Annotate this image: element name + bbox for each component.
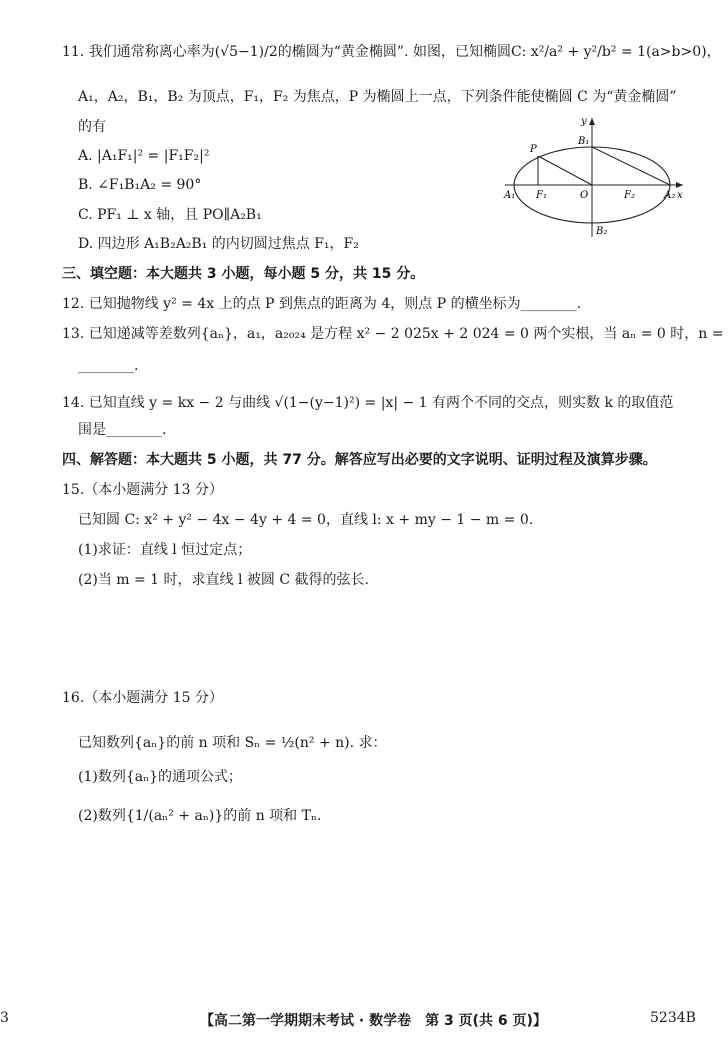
label-b2: B₂ xyxy=(596,226,608,237)
label-y: y xyxy=(581,116,587,127)
q11-option-b: B. ∠F₁B₁A₂ = 90° xyxy=(78,177,202,193)
q15-part2: (2)当 m = 1 时，求直线 l 被圆 C 截得的弦长. xyxy=(78,572,369,588)
q15-part1: (1)求证：直线 l 恒过定点； xyxy=(78,542,252,558)
section4-heading: 四、解答题：本大题共 5 小题，共 77 分。解答应写出必要的文字说明、证明过程及演算步骤。 xyxy=(62,452,657,468)
label-x: x xyxy=(677,190,683,201)
segment-a2b1 xyxy=(592,147,670,185)
label-a1: A₁ xyxy=(504,190,516,201)
q15-stem: 已知圆 C: x² + y² − 4x − 4y + 4 = 0，直线 l: x + my − 1 − m = 0. xyxy=(78,512,534,528)
q11-option-c: C. PF₁ ⊥ x 轴，且 PO∥A₂B₁ xyxy=(78,207,262,223)
q15-head: 15.（本小题满分 13 分） xyxy=(62,482,223,498)
q11-option-a: A. |A₁F₁|² = |F₁F₂|² xyxy=(78,148,210,164)
q14-line2: 围是________. xyxy=(78,422,167,438)
section3-heading: 三、填空题：本大题共 3 小题，每小题 5 分，共 15 分。 xyxy=(62,266,425,282)
q14-line1: 14. 已知直线 y = kx − 2 与曲线 √(1−(y−1)²) = |x| − 1 有两个不同的交点，则实数 k 的取值范 xyxy=(62,395,674,411)
footer-title: 【高二第一学期期末考试 · 数学卷 第 3 页(共 6 页)】 xyxy=(200,1013,547,1029)
label-f2: F₂ xyxy=(624,190,635,201)
q11-line3: 的有 xyxy=(78,119,106,135)
q13-line2: ________. xyxy=(78,358,139,374)
footer-page-fragment: 3 xyxy=(0,1010,9,1026)
q16-part1: (1)数列{aₙ}的通项公式； xyxy=(78,769,243,785)
q16-part2: (2)数列{1/(aₙ² + aₙ)}的前 n 项和 Tₙ. xyxy=(78,808,322,824)
q11-line2: A₁，A₂，B₁，B₂ 为顶点，F₁，F₂ 为焦点，P 为椭圆上一点，下列条件能使椭圆 C 为“黄金椭圆” xyxy=(78,89,677,105)
q13-line1: 13. 已知递减等差数列{aₙ}，a₁，a₂₀₂₄ 是方程 x² − 2 025x + 2 024 = 0 两个实根，当 aₙ = 0 时，n = xyxy=(62,326,724,342)
segment-po xyxy=(538,156,592,185)
label-o: O xyxy=(580,190,589,201)
label-f1: F₁ xyxy=(536,190,547,201)
label-a2: A₂ xyxy=(664,190,676,201)
footer-code: 5234B xyxy=(650,1010,696,1026)
q11-option-d: D. 四边形 A₁B₂A₂B₁ 的内切圆过焦点 F₁，F₂ xyxy=(78,236,359,252)
label-b1: B₁ xyxy=(578,136,590,147)
q12: 12. 已知抛物线 y² = 4x 上的点 P 到焦点的距离为 4，则点 P 的横坐标为________. xyxy=(62,296,582,312)
y-axis-arrow xyxy=(589,118,595,125)
q11-line1: 11. 我们通常称离心率为(√5−1)/2的椭圆为“黄金椭圆”. 如图，已知椭圆C: x²/a² + y²/b² = 1(a>b>0)， xyxy=(62,44,721,60)
q16-head: 16.（本小题满分 15 分） xyxy=(62,690,223,706)
ellipse-figure xyxy=(500,112,690,242)
q16-stem: 已知数列{aₙ}的前 n 项和 Sₙ = ½(n² + n). 求： xyxy=(78,735,387,751)
x-axis-arrow xyxy=(676,182,683,188)
label-p: P xyxy=(530,144,537,155)
